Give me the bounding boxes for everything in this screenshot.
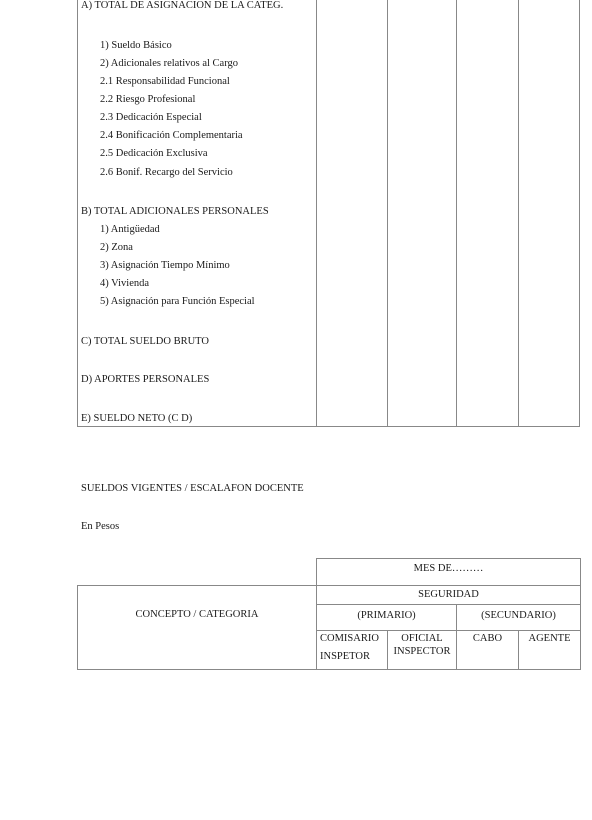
concept-line: D) APORTES PERSONALES bbox=[81, 374, 210, 385]
section-title: SUELDOS VIGENTES / ESCALAFON DOCENTE bbox=[81, 483, 304, 494]
concept-line: 2.1 Responsabilidad Funcional bbox=[100, 76, 230, 87]
concept-line: 2) Adicionales relativos al Cargo bbox=[100, 58, 239, 69]
column-divider bbox=[316, 0, 317, 426]
concept-line: 1) Antigüedad bbox=[100, 224, 160, 235]
concept-line: 2.2 Riesgo Profesional bbox=[100, 94, 196, 105]
col3-label: CABO bbox=[472, 633, 503, 644]
secundario-label: (SECUNDARIO) bbox=[481, 610, 556, 621]
col4-label: AGENTE bbox=[528, 633, 571, 644]
col1-line1: COMISARIO bbox=[320, 633, 379, 644]
concept-line: 1) Sueldo Básico bbox=[100, 40, 172, 51]
secundario-cell bbox=[456, 604, 581, 631]
col1-line2: INSPETOR bbox=[320, 651, 370, 662]
concept-header-label: CONCEPTO / CATEGORIA bbox=[135, 609, 259, 620]
column-divider bbox=[518, 0, 519, 426]
col-comisario-inspector bbox=[316, 630, 388, 670]
concept-line: 2.6 Bonif. Recargo del Servicio bbox=[100, 167, 233, 178]
column-divider bbox=[387, 0, 388, 426]
col-cabo bbox=[456, 630, 519, 670]
col-oficial-inspector bbox=[387, 630, 457, 670]
col2-line1: OFICIAL bbox=[401, 633, 443, 644]
col2-line2: INSPECTOR bbox=[393, 646, 451, 657]
primario-label: (PRIMARIO) bbox=[357, 610, 416, 621]
group-header-label: SEGURIDAD bbox=[418, 589, 479, 600]
concept-line: C) TOTAL SUELDO BRUTO bbox=[81, 336, 209, 347]
concept-line: A) TOTAL DE ASIGNACION DE LA CATEG. bbox=[81, 0, 284, 11]
concept-line: 4) Vivienda bbox=[100, 278, 150, 289]
concept-line: 3) Asignación Tiempo Mínimo bbox=[100, 260, 230, 271]
concept-header-cell bbox=[77, 585, 317, 670]
group-header-cell bbox=[316, 585, 581, 605]
concept-line: 2.3 Dedicación Especial bbox=[100, 112, 202, 123]
column-divider bbox=[456, 0, 457, 426]
concept-line: 2) Zona bbox=[100, 242, 133, 253]
concept-line: 2.4 Bonificación Complementaria bbox=[100, 130, 243, 141]
col-agente bbox=[518, 630, 581, 670]
concept-line: E) SUELDO NETO (C D) bbox=[81, 413, 193, 424]
month-label: MES DE……… bbox=[413, 563, 484, 574]
primario-cell bbox=[316, 604, 457, 631]
concept-line: B) TOTAL ADICIONALES PERSONALES bbox=[81, 206, 269, 217]
concept-line: 5) Asignación para Función Especial bbox=[100, 296, 255, 307]
month-cell bbox=[316, 558, 581, 586]
currency-note: En Pesos bbox=[81, 521, 120, 532]
concept-line: 2.5 Dedicación Exclusiva bbox=[100, 148, 208, 159]
